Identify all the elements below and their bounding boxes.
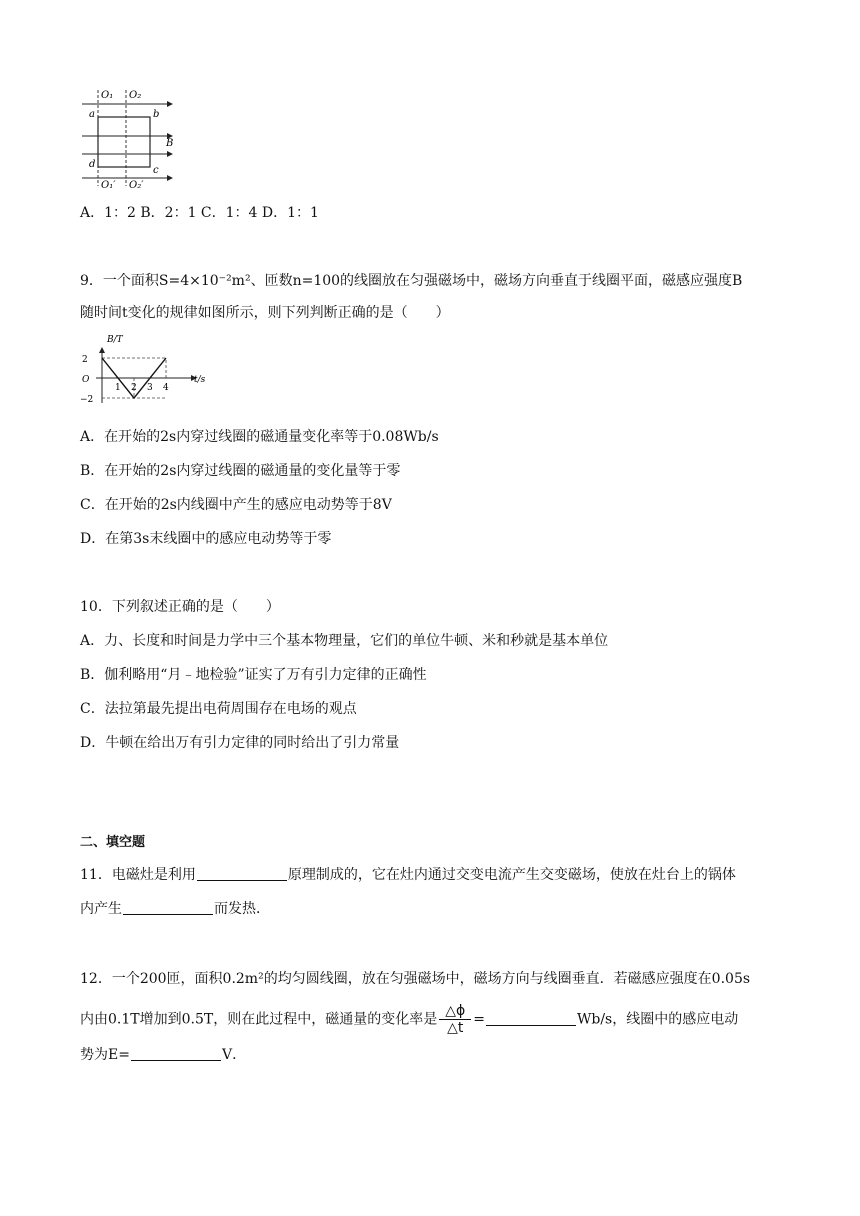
label-a: a <box>89 109 95 120</box>
q12-text-c: 势为E= <box>80 1047 130 1063</box>
label-o1p: O₁′ <box>101 180 116 190</box>
q10-option-d: D．牛顿在给出万有引力定律的同时给出了引力常量 <box>80 735 400 751</box>
label-d: d <box>89 159 96 170</box>
q11-text-c: 内产生 <box>80 901 122 917</box>
x-axis-label: t/s <box>194 375 206 385</box>
flux-rate-fraction <box>439 1004 471 1035</box>
q11-blank-2[interactable] <box>123 900 213 915</box>
b-t-chart <box>80 332 210 414</box>
x-tick-label: 2 <box>131 383 137 393</box>
q12-text-a: 内由0.1T增加到0.5T，则在此过程中，磁通量的变化率是 <box>80 1011 438 1028</box>
label-B: B <box>166 138 174 149</box>
q9-option-a: A．在开始的2s内穿过线圈的磁通量变化率等于0.08Wb/s <box>80 429 439 445</box>
q11-text-b: 原理制成的，它在灶内通过交变电流产生交变磁场，使放在灶台上的锅体 <box>287 867 736 883</box>
q9-stem-line2: 随时间t变化的规律如图所示，则下列判断正确的是（ ） <box>80 305 450 321</box>
y-tick-label: 2 <box>82 355 88 365</box>
q10-option-c: C．法拉第最先提出电荷周围存在电场的观点 <box>80 701 357 717</box>
q11-text-d: 而发热． <box>214 901 270 917</box>
q12-equals: = <box>473 1011 485 1028</box>
y-axis-label: B/T <box>107 335 123 345</box>
q12-line1: 12．一个200匝，面积0.2m²的均匀圆线圈，放在匀强磁场中，磁场方向与线圈垂直．若磁感应强度在0.05s <box>80 971 751 987</box>
coil-abcd <box>98 117 150 167</box>
q12-blank-1[interactable] <box>486 1011 576 1026</box>
coil-field-figure <box>80 84 180 190</box>
q11-line2 <box>80 898 270 920</box>
q11-text-a: 11．电磁灶是利用 <box>80 867 196 883</box>
q12-blank-2[interactable] <box>131 1046 221 1061</box>
x-tick-label: 3 <box>147 383 153 393</box>
q12-text-d: V． <box>221 1047 247 1063</box>
q10-option-a: A．力、长度和时间是力学中三个基本物理量，它们的单位牛顿、米和秒就是基本单位 <box>80 633 609 649</box>
q9-option-b: B．在开始的2s内穿过线圈的磁通量的变化量等于零 <box>80 463 401 479</box>
q12-line3 <box>80 1044 246 1066</box>
q11-blank-1[interactable] <box>197 866 287 881</box>
fraction-numerator: △ϕ <box>439 1004 471 1020</box>
q9-option-c: C．在开始的2s内线圈中产生的感应电动势等于8V <box>80 497 392 513</box>
q12-text-b: Wb/s，线圈中的感应电动 <box>576 1011 739 1028</box>
fraction-denominator: △t <box>447 1020 464 1036</box>
label-o2: O₂ <box>129 90 142 101</box>
label-c: c <box>153 165 159 176</box>
q8-options: A．1：2 B．2：1 C．1：4 D．1：1 <box>80 205 319 221</box>
q11-line1 <box>80 864 736 886</box>
q10-stem: 10．下列叙述正确的是（ ） <box>80 599 280 615</box>
label-o2p: O₂′ <box>129 180 144 190</box>
label-o1: O₁ <box>101 90 114 101</box>
y-tick-label: −2 <box>80 395 94 405</box>
section-title: 二、填空题 <box>80 835 146 850</box>
q9-option-d: D．在第3s末线圈中的感应电动势等于零 <box>80 531 332 547</box>
x-tick-label: 4 <box>163 383 169 393</box>
q9-stem-line1: 9．一个面积S=4×10⁻²m²、匝数n=100的线圈放在匀强磁场中，磁场方向垂直于线圈平面，磁感应强度B <box>80 273 743 289</box>
origin-label: O <box>82 375 90 385</box>
q12-line2 <box>80 1004 738 1035</box>
q10-option-b: B．伽利略用“月﹣地检验”证实了万有引力定律的正确性 <box>80 667 427 683</box>
label-b: b <box>153 109 160 120</box>
x-tick-label: 1 <box>115 383 121 393</box>
